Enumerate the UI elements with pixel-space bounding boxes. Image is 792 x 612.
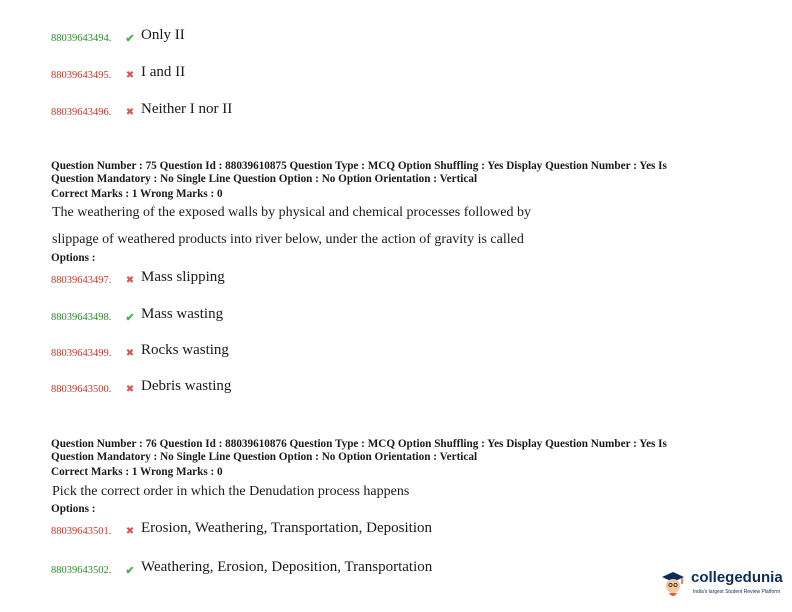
option-row <box>51 306 224 326</box>
check-icon: ✔ <box>125 33 135 45</box>
brand-logo <box>660 567 788 607</box>
cross-icon: ✖ <box>125 107 135 118</box>
option-id: 88039643496. <box>51 107 112 118</box>
option-row <box>51 378 232 398</box>
option-id: 88039643501. <box>51 526 112 537</box>
question-header-line1: Question Number : 75 Question Id : 88039610875 Question Type : MCQ Option Shuffling : Yes Display Question Number : Yes Is <box>51 160 667 172</box>
brand-name: collegedunia <box>691 569 783 586</box>
cross-icon: ✖ <box>125 526 135 537</box>
option-text: Erosion, Weathering, Transportation, Deposition <box>141 520 432 536</box>
option-row <box>51 64 186 84</box>
option-text: Neither I nor II <box>141 101 233 117</box>
option-row <box>51 342 229 362</box>
option-text: Debris wasting <box>141 378 232 394</box>
question-text-line1: The weathering of the exposed walls by physical and chemical processes followed by <box>52 205 531 220</box>
option-text: Rocks wasting <box>141 342 229 358</box>
question-header-line2: Question Mandatory : No Single Line Question Option : No Option Orientation : Vertical <box>51 451 478 463</box>
option-row <box>51 27 185 47</box>
option-text: Mass slipping <box>141 269 225 285</box>
option-id: 88039643494. <box>51 33 112 44</box>
option-id: 88039643499. <box>51 348 112 359</box>
option-row <box>51 269 225 289</box>
cross-icon: ✖ <box>125 275 135 286</box>
option-id: 88039643502. <box>51 565 112 576</box>
option-text: Mass wasting <box>141 306 224 322</box>
option-id: 88039643500. <box>51 384 112 395</box>
brand-tagline: India's largest Student Review Platform <box>693 589 781 595</box>
cross-icon: ✖ <box>125 384 135 395</box>
option-id: 88039643498. <box>51 312 112 323</box>
question-header-line2: Question Mandatory : No Single Line Question Option : No Option Orientation : Vertical <box>51 173 478 185</box>
question-header <box>51 160 751 186</box>
option-id: 88039643495. <box>51 70 112 81</box>
cross-icon: ✖ <box>125 348 135 359</box>
options-label: Options : <box>51 503 96 515</box>
check-icon: ✔ <box>125 565 135 577</box>
option-text: I and II <box>141 64 186 80</box>
marks-info: Correct Marks : 1 Wrong Marks : 0 <box>51 188 223 200</box>
check-icon: ✔ <box>125 312 135 324</box>
question-header-line1: Question Number : 76 Question Id : 88039610876 Question Type : MCQ Option Shuffling : Yes Display Question Number : Yes Is <box>51 438 667 450</box>
option-row <box>51 520 432 540</box>
option-id: 88039643497. <box>51 275 112 286</box>
question-text-line1: Pick the correct order in which the Denudation process happens <box>52 484 410 499</box>
question-header <box>51 438 751 464</box>
cross-icon: ✖ <box>125 70 135 81</box>
option-row <box>51 101 233 121</box>
question-text-line2: slippage of weathered products into river below, under the action of gravity is called <box>52 232 524 247</box>
graduate-mascot-icon <box>660 569 686 599</box>
option-text: Only II <box>141 27 185 43</box>
option-row <box>51 559 433 579</box>
options-label: Options : <box>51 252 96 264</box>
option-text: Weathering, Erosion, Deposition, Transportation <box>141 559 433 575</box>
marks-info: Correct Marks : 1 Wrong Marks : 0 <box>51 466 223 478</box>
